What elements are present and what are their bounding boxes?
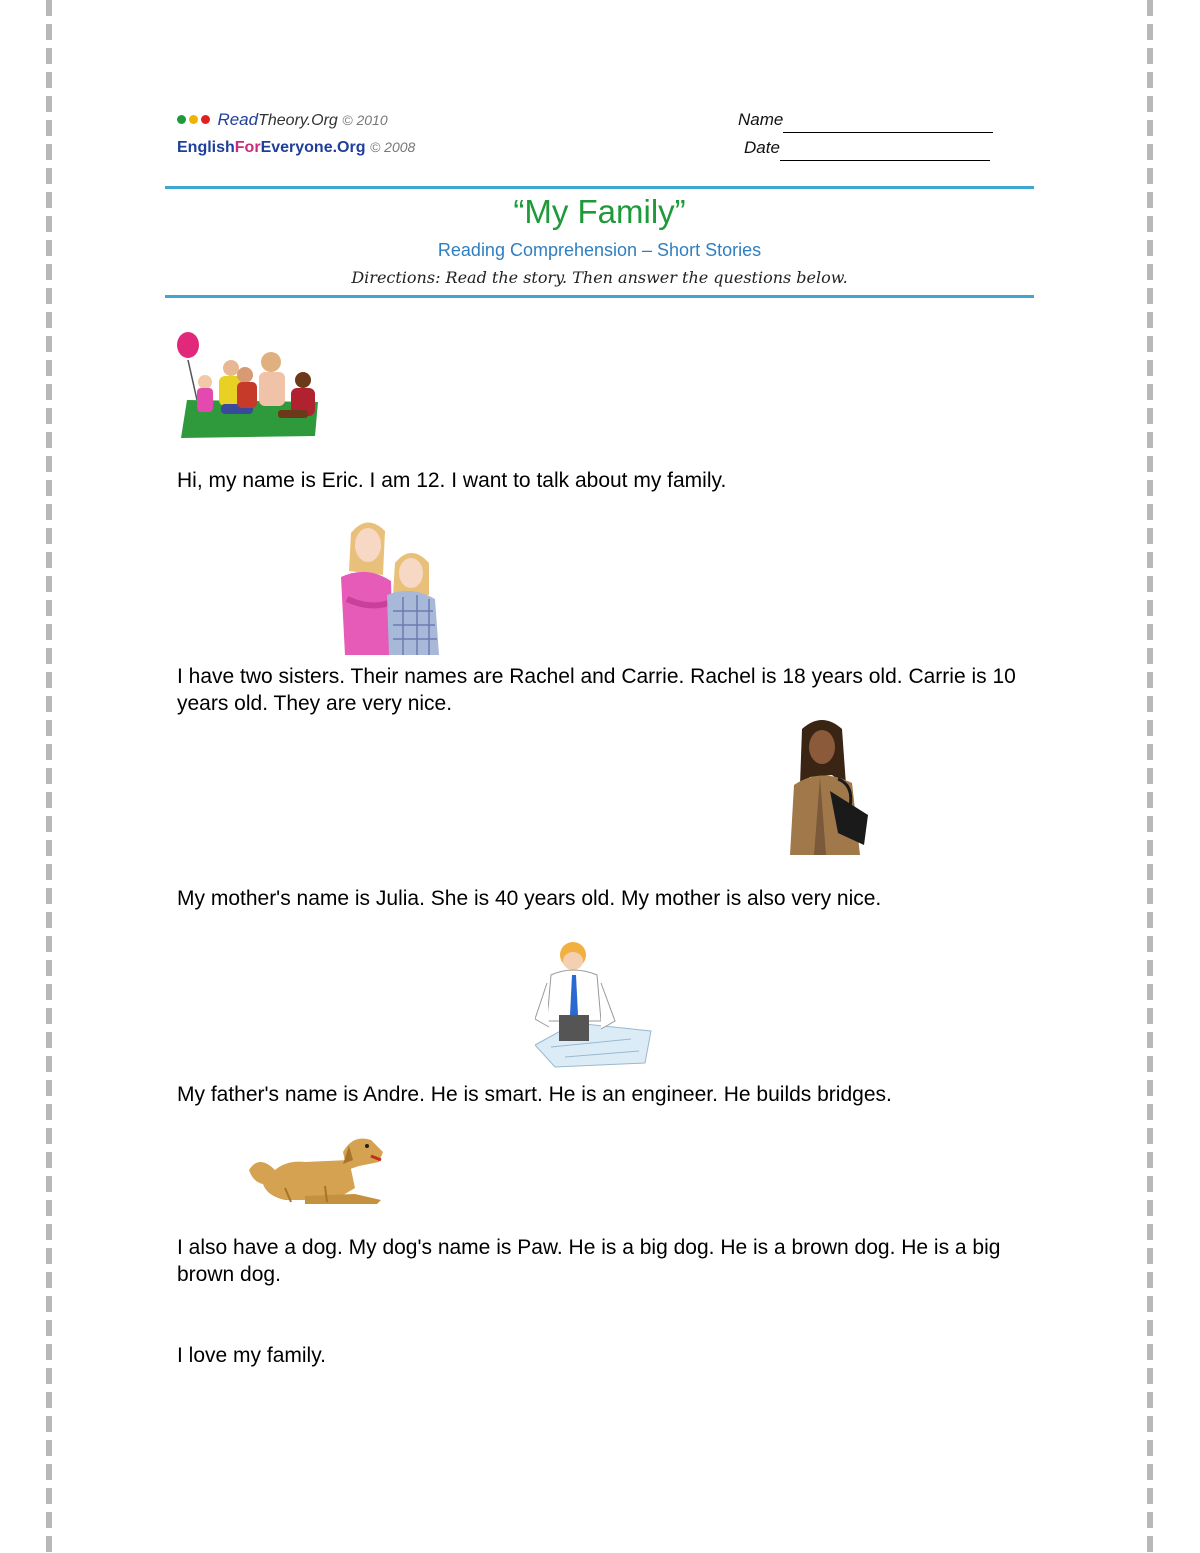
englishforeveryone-brand[interactable]	[177, 139, 415, 157]
bottom-rule	[165, 295, 1034, 298]
story-paragraph-6: I love my family.	[177, 1344, 326, 1367]
date-label: Date	[744, 138, 780, 157]
engineer-father-illustration	[535, 935, 655, 1070]
directions-text: Directions: Read the story. Then answer the questions below.	[351, 268, 848, 287]
name-field[interactable]	[738, 110, 993, 133]
top-rule	[165, 186, 1034, 189]
brand-everyone-text: Everyone.Org	[260, 139, 366, 156]
mother-illustration	[780, 715, 875, 860]
right-dashed-border	[1147, 0, 1153, 1553]
yellow-dot-icon	[189, 115, 198, 124]
name-label: Name	[738, 110, 784, 129]
date-field[interactable]	[744, 138, 990, 161]
brand-theory-text: Theory.Org	[258, 112, 338, 129]
brand-read-text: Read	[217, 110, 259, 129]
story-paragraph-4: My father's name is Andre. He is smart. He is an engineer. He builds bridges.	[177, 1083, 892, 1106]
brand1-copyright: © 2010	[342, 112, 388, 128]
story-paragraph-1: Hi, my name is Eric. I am 12. I want to talk about my family.	[177, 469, 727, 492]
story-paragraph-2: I have two sisters. Their names are Rachel and Carrie. Rachel is 18 years old. Carrie is 10 years old. They are very nice.	[177, 665, 1016, 715]
green-dot-icon	[177, 115, 186, 124]
brand-english-text: English	[177, 139, 235, 156]
story-paragraph-3: My mother's name is Julia. She is 40 years old. My mother is also very nice.	[177, 887, 882, 910]
readtheory-brand[interactable]	[177, 110, 388, 130]
left-dashed-border	[46, 0, 52, 1553]
name-blank-line[interactable]	[783, 112, 993, 133]
brand2-copyright: © 2008	[369, 139, 416, 155]
story-paragraph-5: I also have a dog. My dog's name is Paw. He is a big dog. He is a brown dog. He is a big brown dog.	[177, 1236, 1001, 1286]
page-title: “My Family”	[513, 193, 686, 230]
red-dot-icon	[201, 115, 210, 124]
brown-dog-illustration	[245, 1130, 390, 1205]
date-blank-line[interactable]	[780, 140, 990, 161]
family-picnic-illustration	[173, 330, 323, 438]
brand-for-text: For	[234, 139, 261, 156]
two-sisters-illustration	[333, 515, 443, 655]
page-subtitle: Reading Comprehension – Short Stories	[437, 240, 762, 260]
